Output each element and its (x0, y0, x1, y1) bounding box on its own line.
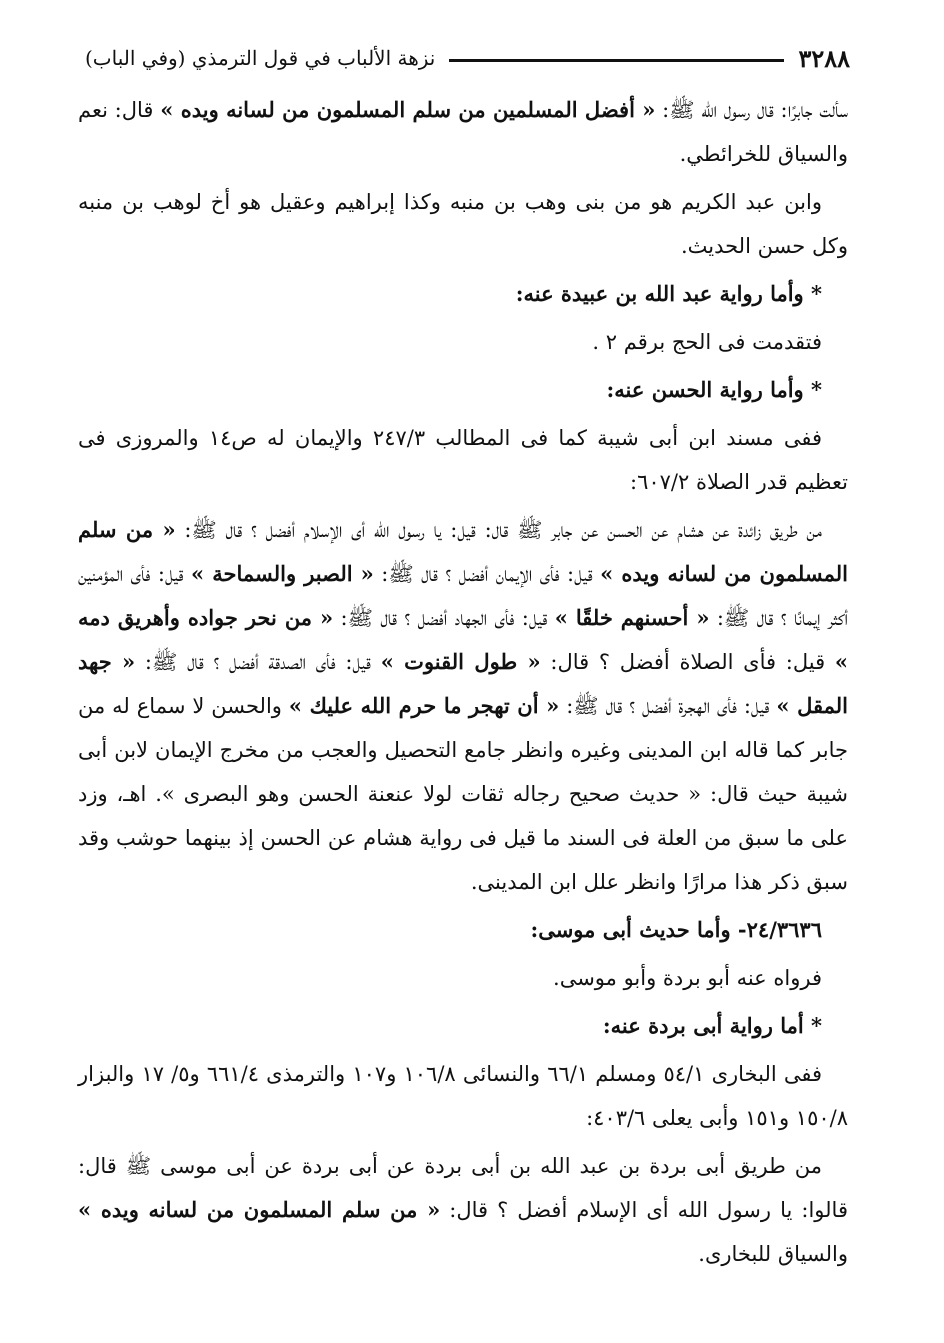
header-rule (449, 59, 784, 62)
section-heading: * وأما رواية عبد الله بن عبيدة عنه: (515, 281, 822, 306)
page-number: ٣٢٨٨ (798, 43, 850, 73)
section-heading: * أما رواية أبى بردة عنه: (602, 1013, 822, 1038)
page-header (85, 38, 850, 78)
paragraph: من طريق زائدة عن هشام عن الحسن عن جابر ﷺ قال: قيل: يا رسول الله أى الإسلام أفضل ؟ قال ﷺ: « من سلم المسلمون من لسانه ويده » قيل: فأى الإيمان أفضل ؟ قال ﷺ: « الصبر والسماحة » قيل: فأى المؤمنين أكثر إيمانًا ؟ قال ﷺ: « أحسنهم خلقًا » قيل: فأى الجهاد أفضل ؟ قال ﷺ: « من نحر جواده وأهريق دمه » قيل: فأى الصلاة أفضل ؟ قال: « طول القنوت » قيل: فأى الصدقة أفضل ؟ قال ﷺ: « جهد المقل » قيل: فأى الهجرة أفضل ؟ قال ﷺ: « أن تهجر ما حرم الله عليك » والحسن لا سماع له من جابر كما قاله ابن المدينى وغيره وانظر جامع التحصيل والعجب من مخرج الإيمان لابن أبى شيبة حيث قال: « حديث صحيح رجاله ثقات لولا عنعنة الحسن وهو البصرى ». اهـ، وزد على ما سبق من العلة فى السند ما قيل فى رواية هشام عن الحسن إذ بينهما حوشب وقد سبق ذكر هذا مرارًا وانظر علل ابن المدينى. (78, 517, 849, 894)
hadith-quote: « طول القنوت » (380, 649, 541, 674)
hadith-quote: « الصبر والسماحة » (191, 561, 374, 586)
hadith-quote: « أحسنهم خلقًا » (554, 605, 710, 630)
paragraph: من طريق أبى بردة بن عبد الله بن أبى بردة عن أبى بردة عن أبى موسى ﷺ قال: قالوا: يا رسول الله أى الإسلام أفضل ؟ قال: « من سلم المسلمون من لسانه ويده » والسياق للبخارى. (78, 1154, 848, 1266)
hadith-number-heading: ٢٤/٣٦٣٦- وأما حديث أبى موسى: (530, 917, 822, 942)
hadith-quote: « من سلم المسلمون من لسانه ويده » (78, 517, 848, 586)
paragraph: فتقدمت فى الحج برقم ٢ . (592, 330, 822, 354)
paragraph: ففى البخارى ٥٤/١ ومسلم ٦٦/١ والنسائى ١٠٦/٨ و١٠٧ والترمذى ٦٦١/٤ و٥/ ١٧ والبزار ١٥٠/٨ و١٥١ وأبى يعلى ٤٠٣/٦: (78, 1062, 848, 1130)
hadith-quote: « من نحر جواده وأهريق دمه » (78, 605, 848, 674)
hadith-quote: « أن تهجر ما حرم الله عليك » (288, 693, 560, 718)
hadith-quote: « من سلم المسلمون من لسانه ويده » (78, 1197, 441, 1222)
hadith-quote: « أفضل المسلمين من سلم المسلمون من لسانه ويده » (160, 97, 656, 122)
paragraph: فرواه عنه أبو بردة وأبو موسى. (553, 966, 822, 990)
hadith-quote: « جهد المقل » (78, 649, 849, 718)
page-body (78, 88, 848, 1280)
paragraph: وابن عبد الكريم هو من بنى وهب بن منبه وكذا إبراهيم وعقيل هو أخ لوهب بن منبه وكل حسن الحديث. (78, 190, 848, 258)
section-heading: * وأما رواية الحسن عنه: (606, 377, 822, 402)
running-title: نزهة الألباب في قول الترمذي (وفي الباب) (85, 46, 436, 70)
paragraph: ففى مسند ابن أبى شيبة كما فى المطالب ٢٤٧/٣ والإيمان له ص١٤ والمروزى فى تعظيم قدر الصلاة ٦٠٧/٢: (78, 426, 848, 494)
paragraph: سألت جابرًا: قال رسول الله ﷺ: « أفضل المسلمين من سلم المسلمون من لسانه ويده » قال: نعم والسياق للخرائطي. (78, 97, 849, 166)
